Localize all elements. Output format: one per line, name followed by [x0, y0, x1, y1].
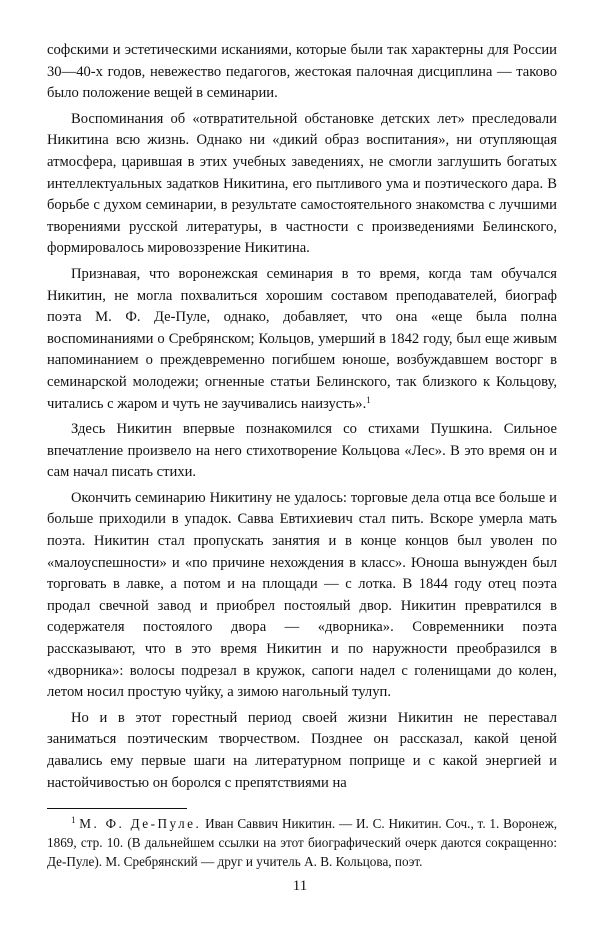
footnote-divider — [47, 808, 187, 809]
footnote-reference: 1 — [366, 394, 371, 405]
paragraph-2: Воспоминания об «отвратительной обстановке детских лет» преследовали Никитина всю жизнь. Однако ни «дикий образ воспитания», ни отупляющая атмосфера, царившая в этих учебных заведениях, не смогли заглушить богатых интеллектуальных задатков Никитина, его пытливого ума и поэтического дара. В борьбе с духом семинарии, в результате самостоятельного знакомства с лучшими творениями русской литературы, в частности с произведениями Белинского, формировалось мировоззрение Никитина. — [47, 110, 557, 257]
footnote-text: Иван Саввич Никитин. — И. С. Никитин. Соч., т. 1. Воронеж, 1869, стр. 10. (В дальнейшем ссылки на этот биографический очерк даются сокращенно: Де-Пуле). М. Сребрянский — друг и учитель А. В. Кольцова, поэт. — [47, 816, 557, 869]
book-page — [47, 40, 557, 872]
footnote-author: М. Ф. Де-Пуле. — [79, 816, 202, 832]
paragraph-3 — [47, 264, 557, 415]
paragraph-6: Но и в этот горестный период своей жизни Никитин не переставал заниматься поэтическим творчеством. Позднее он рассказал, какой ценой давались ему первые шаги на литературном поприще и с какой энергией и настойчивостью он боролся с препятствиями на — [47, 709, 557, 791]
paragraph-4: Здесь Никитин впервые познакомился со стихами Пушкина. Сильное впечатление произвело на него стихотворение Кольцова «Лес». В это время он и сам начал писать стихи. — [47, 421, 557, 481]
page-number: 11 — [292, 878, 308, 894]
footnote-marker: 1 — [71, 815, 76, 826]
paragraph-3-text: Признавая, что воронежская семинария в то время, когда там обучался Никитин, не могла похвалиться хорошим составом преподавателей, биограф поэта М. Ф. Де-Пуле, однако, добавляет, что она «еще была полна воспоминаниями о Сребрянском; Кольцов, умерший в 1842 году, был еще живым напоминанием о преждевременно погибшем юноше, возбуждавшем восторг в семинарской молодежи; огненные статьи Белинского, так близкого к Кольцову, читались с жаром и чуть не заучивались наизусть». — [47, 265, 557, 412]
paragraph-1: софскими и эстетическими исканиями, которые были так характерны для России 30—40-х годов, невежество педагогов, жестокая палочная дисциплина — таково было положение вещей в семинарии. — [47, 42, 557, 102]
paragraph-5: Окончить семинарию Никитину не удалось: торговые дела отца все больше и больше приходили в упадок. Савва Евтихиевич стал пить. Вскоре умерла мать поэта. Никитин стал пропускать занятия и в конце концов был уволен по «малоуспешности» и «по причине нехождения в класс». Юноша вынужден был торговать в лавке, а потом и на площади — с лотка. В 1844 году отец поэта продал свечной завод и приобрел постоялый двор. Никитин превратился в содержателя постоялого двора — «дворника». Современники поэта рассказывают, что в это время Никитин и по наружности преобразился в «дворника»: волосы подрезал в кружок, сапоги надел с голенищами до колен, летом носил простую чуйку, а зимою нагольный тулуп. — [47, 489, 557, 701]
footnote — [47, 815, 557, 871]
